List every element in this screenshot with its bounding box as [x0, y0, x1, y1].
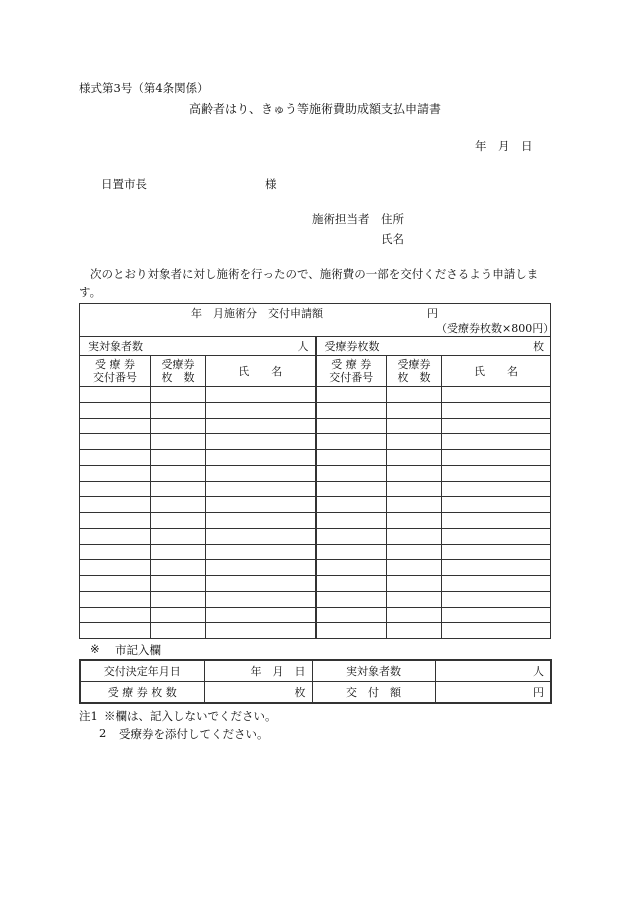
ticket-count-cell[interactable]	[387, 465, 442, 481]
name-cell[interactable]	[442, 402, 551, 418]
addressee: 日置市長	[101, 177, 147, 191]
ticket-number-cell[interactable]	[316, 497, 387, 513]
name-cell[interactable]	[442, 528, 551, 544]
ticket-number-cell[interactable]	[316, 402, 387, 418]
col-name-left: 氏 名	[206, 356, 316, 387]
ticket-number-cell[interactable]	[80, 434, 151, 450]
name-cell[interactable]	[206, 623, 316, 639]
ticket-number-cell[interactable]	[80, 560, 151, 576]
name-cell[interactable]	[442, 418, 551, 434]
ticket-count-cell[interactable]	[387, 481, 442, 497]
ticket-count-cell[interactable]	[151, 434, 206, 450]
col-name-right: 氏 名	[442, 356, 551, 387]
name-cell[interactable]	[442, 607, 551, 623]
name-cell[interactable]	[206, 402, 316, 418]
note-1: ※欄は、記入しないでください。	[104, 709, 277, 723]
col-ticket-number-right: 受 療 券 交付番号	[316, 356, 387, 387]
application-table	[79, 303, 555, 639]
ticket-number-cell[interactable]	[316, 544, 387, 560]
entry-row	[80, 513, 551, 529]
entry-row	[80, 560, 551, 576]
ticket-number-cell[interactable]	[316, 623, 387, 639]
ticket-count-cell[interactable]	[151, 528, 206, 544]
entry-row	[80, 623, 551, 639]
name-cell[interactable]	[206, 607, 316, 623]
ticket-number-cell[interactable]	[316, 418, 387, 434]
decision-date-label: 交付決定年月日	[80, 660, 204, 682]
col-ticket-count-left: 受療券 枚 数	[151, 356, 206, 387]
amount-note: （受療券枚数×800円）	[436, 322, 555, 335]
ticket-count-cell[interactable]	[387, 497, 442, 513]
office-persons-label: 実対象者数	[312, 660, 435, 682]
amount-row	[80, 304, 551, 337]
col-ticket-number-left: 受 療 券 交付番号	[80, 356, 151, 387]
persons-unit: 人	[297, 339, 309, 353]
ticket-count-cell[interactable]	[151, 465, 206, 481]
name-cell[interactable]	[206, 591, 316, 607]
ticket-count-cell[interactable]	[151, 402, 206, 418]
ticket-number-cell[interactable]	[80, 513, 151, 529]
ticket-count-cell[interactable]	[387, 450, 442, 466]
ticket-count-cell[interactable]	[151, 544, 206, 560]
ticket-count-cell[interactable]	[151, 607, 206, 623]
ticket-count-cell[interactable]	[151, 387, 206, 403]
entry-row	[80, 607, 551, 623]
ticket-count-cell[interactable]	[387, 591, 442, 607]
ticket-number-cell[interactable]	[80, 481, 151, 497]
ticket-count-cell[interactable]	[387, 607, 442, 623]
entry-row	[80, 497, 551, 513]
ticket-count-cell[interactable]	[151, 418, 206, 434]
entry-row	[80, 465, 551, 481]
name-cell[interactable]	[206, 465, 316, 481]
ticket-number-cell[interactable]	[80, 387, 151, 403]
ticket-number-cell[interactable]	[316, 450, 387, 466]
entry-row	[80, 544, 551, 560]
applicant-role-label: 施術担当者	[312, 212, 370, 226]
entry-row	[80, 402, 551, 418]
ticket-count-cell[interactable]	[151, 591, 206, 607]
ticket-count-cell[interactable]	[387, 576, 442, 592]
form-number: 様式第3号（第4条関係）	[79, 81, 209, 95]
ticket-number-cell[interactable]	[80, 576, 151, 592]
ticket-number-cell[interactable]	[316, 607, 387, 623]
ticket-number-cell[interactable]	[80, 402, 151, 418]
name-cell[interactable]	[442, 591, 551, 607]
office-use-label: 市記入欄	[115, 643, 161, 657]
ticket-count-cell[interactable]	[387, 513, 442, 529]
ticket-count-cell[interactable]	[387, 623, 442, 639]
name-cell[interactable]	[442, 450, 551, 466]
amount-label: 年 月施術分 交付申請額	[191, 307, 323, 320]
ticket-number-cell[interactable]	[80, 418, 151, 434]
ticket-number-cell[interactable]	[80, 544, 151, 560]
ticket-number-cell[interactable]	[80, 497, 151, 513]
name-cell[interactable]	[206, 513, 316, 529]
ticket-count-cell[interactable]	[387, 402, 442, 418]
name-cell[interactable]	[206, 560, 316, 576]
entry-row	[80, 576, 551, 592]
ticket-number-cell[interactable]	[80, 450, 151, 466]
note-2: 受療券を添付してください。	[119, 727, 269, 741]
name-cell[interactable]	[442, 623, 551, 639]
ticket-count-cell[interactable]	[151, 623, 206, 639]
entry-row	[80, 418, 551, 434]
name-cell[interactable]	[206, 434, 316, 450]
ticket-number-cell[interactable]	[316, 513, 387, 529]
ticket-count-cell[interactable]	[387, 544, 442, 560]
name-cell[interactable]	[206, 418, 316, 434]
ticket-number-cell[interactable]	[80, 591, 151, 607]
ticket-number-cell[interactable]	[80, 607, 151, 623]
entry-row	[80, 591, 551, 607]
ticket-number-cell[interactable]	[80, 528, 151, 544]
name-cell[interactable]	[442, 544, 551, 560]
ticket-count-cell[interactable]	[151, 513, 206, 529]
name-cell[interactable]	[442, 387, 551, 403]
ticket-count-cell[interactable]	[151, 497, 206, 513]
name-cell[interactable]	[206, 528, 316, 544]
ticket-count-cell[interactable]	[151, 481, 206, 497]
name-cell[interactable]	[442, 497, 551, 513]
name-cell[interactable]	[206, 387, 316, 403]
ticket-count-cell[interactable]	[387, 528, 442, 544]
name-cell[interactable]	[442, 576, 551, 592]
office-tickets-label: 受 療 券 枚 数	[80, 682, 204, 704]
ticket-number-cell[interactable]	[316, 591, 387, 607]
ticket-number-cell[interactable]	[80, 623, 151, 639]
office-amount-field[interactable]: 円	[435, 682, 551, 704]
body-text-line1: 次のとおり対象者に対し施術を行ったので、施術費の一部を交付くださるよう申請しま	[90, 267, 539, 281]
office-amount-label: 交 付 額	[312, 682, 435, 704]
ticket-number-cell[interactable]	[80, 465, 151, 481]
ticket-count-cell[interactable]	[151, 450, 206, 466]
ticket-count-cell[interactable]	[387, 418, 442, 434]
honorific: 様	[265, 177, 277, 191]
name-cell[interactable]	[442, 481, 551, 497]
ticket-count-cell[interactable]	[151, 560, 206, 576]
office-use-marker: ※	[90, 642, 100, 656]
entry-row	[80, 481, 551, 497]
ticket-number-cell[interactable]	[316, 434, 387, 450]
ticket-count-cell[interactable]	[151, 576, 206, 592]
name-cell[interactable]	[442, 465, 551, 481]
entry-row	[80, 434, 551, 450]
persons-label: 実対象者数	[88, 339, 143, 353]
entry-row	[80, 387, 551, 403]
office-persons-field[interactable]: 人	[435, 660, 551, 682]
name-cell[interactable]	[442, 560, 551, 576]
office-use-table	[79, 659, 552, 704]
note-2-prefix: 2	[99, 726, 107, 740]
tickets-label: 受療券枚数	[324, 339, 380, 353]
entry-row	[80, 450, 551, 466]
name-cell[interactable]	[206, 450, 316, 466]
ticket-number-cell[interactable]	[316, 387, 387, 403]
name-cell[interactable]	[442, 434, 551, 450]
applicant-address-label: 住所	[381, 212, 404, 226]
ticket-number-cell[interactable]	[316, 560, 387, 576]
ticket-number-cell[interactable]	[316, 481, 387, 497]
name-cell[interactable]	[206, 576, 316, 592]
date-line: 年 月 日	[475, 139, 533, 153]
entry-row	[80, 528, 551, 544]
body-text-line2: す。	[79, 285, 102, 299]
col-ticket-count-right: 受療券 枚 数	[387, 356, 442, 387]
ticket-number-cell[interactable]	[316, 465, 387, 481]
name-cell[interactable]	[206, 544, 316, 560]
name-cell[interactable]	[206, 481, 316, 497]
applicant-name-label: 氏名	[381, 232, 404, 246]
amount-unit: 円	[427, 307, 438, 320]
ticket-count-cell[interactable]	[387, 387, 442, 403]
office-tickets-field[interactable]: 枚	[204, 682, 312, 704]
counts-row	[80, 337, 551, 356]
name-cell[interactable]	[442, 513, 551, 529]
ticket-count-cell[interactable]	[387, 434, 442, 450]
form-title: 高齢者はり、きゅう等施術費助成額支払申請書	[189, 102, 442, 116]
note-1-prefix: 注1	[79, 709, 98, 723]
ticket-number-cell[interactable]	[316, 528, 387, 544]
column-header-row	[80, 356, 551, 387]
name-cell[interactable]	[206, 497, 316, 513]
tickets-unit: 枚	[533, 339, 545, 353]
ticket-number-cell[interactable]	[316, 576, 387, 592]
decision-date-field[interactable]: 年 月 日	[204, 660, 312, 682]
ticket-count-cell[interactable]	[387, 560, 442, 576]
